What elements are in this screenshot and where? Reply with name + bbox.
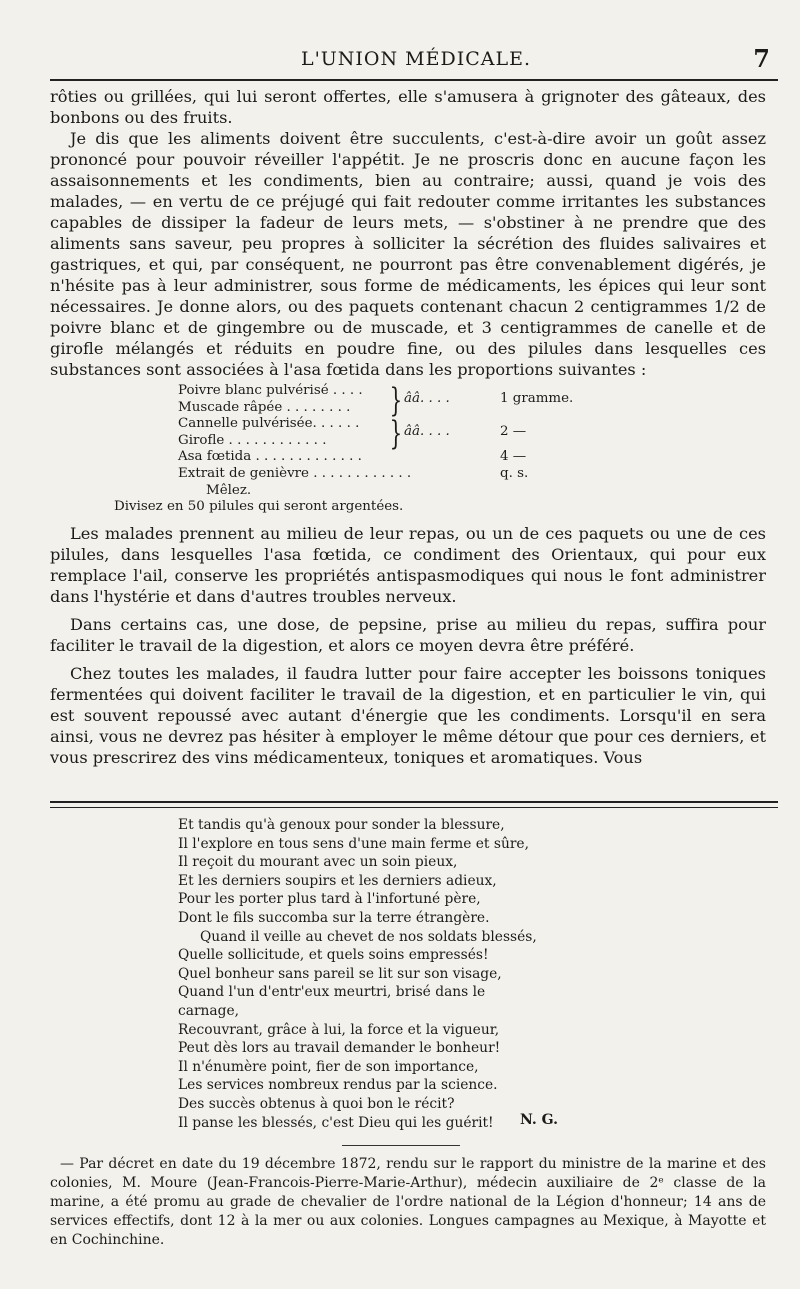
- rx-divisez: Divisez en 50 pilules qui seront argentées.: [114, 499, 404, 515]
- rx-ana: ââ. . . .: [404, 424, 450, 440]
- paragraph-4: Dans certains cas, une dose, de pepsine, prise au milieu du repas, suffira pour faciliter le travail de la digestion, et alors ce moyen devra être préféré.: [50, 614, 766, 655]
- paragraph-5: Chez toutes les malades, il faudra lutter pour faire accepter les boissons toniques fermentées qui doivent faciliter le travail de la digestion, et en particulier le vin, qui est souvent repoussé avec autant d'énergie que les condiments. Lorsqu'il en sera ainsi, vous ne devrez pas hésiter à employer le même détour que pour ces derniers, et vous prescrirez des vins médicamenteux, toniques et aromatiques. Vous: [50, 663, 766, 767]
- header-rule: [50, 79, 778, 81]
- paragraph-3: Les malades prennent au milieu de leur repas, ou un de ces paquets ou une de ces pilules, dans lesquelles l'asa fœtida, ce condiment des Orientaux, qui pour eux remplace l'ail, conserve les propriétés antispasmodiques qui nous le font administrer dans l'hystérie et dans d'autres troubles nerveux.: [50, 523, 766, 606]
- poem-line: Et tandis qu'à genoux pour sonder la blessure,: [178, 817, 505, 833]
- poem-line: Les services nombreux rendus par la science.: [178, 1077, 498, 1094]
- paragraph-1: rôties ou grillées, qui lui seront offertes, elle s'amusera à grignoter des gâteaux, des bonbons ou des fruits.: [50, 87, 766, 127]
- brace-glyph: }: [389, 412, 403, 452]
- poem-line: Quand il veille au chevet de nos soldats blessés,: [200, 928, 537, 945]
- rx-item: Girofle . . . . . . . . . . . .: [178, 432, 327, 448]
- poem-line: Il reçoit du mourant avec un soin pieux,: [178, 854, 458, 871]
- rx-amount: q. s.: [500, 465, 529, 481]
- poem-line: Il l'explore en tous sens d'une main ferme et sûre,: [178, 835, 529, 852]
- poem-line: Il n'énumère point, fier de son importance,: [178, 1058, 479, 1075]
- poem-line: Quand l'un d'entr'eux meurtri, brisé dans le carnage,: [178, 984, 486, 1019]
- poem-line: Quelle sollicitude, et quels soins empressés!: [178, 947, 489, 964]
- rx-item: Muscade râpée . . . . . . . .: [178, 399, 351, 415]
- poem-line: Peut dès lors au travail demander le bonheur!: [178, 1040, 501, 1057]
- rx-ana: ââ. . . .: [404, 391, 450, 407]
- poem-signature: N. G.: [520, 1112, 558, 1128]
- rx-item: Cannelle pulvérisée. . . . . .: [178, 416, 360, 432]
- rx-group-2: [178, 412, 598, 452]
- rx-group-1: [178, 379, 598, 419]
- short-divider: [342, 1145, 460, 1146]
- paragraph-2: Je dis que les aliments doivent être succulents, c'est-à-dire avoir un goût assez prononcé pour pouvoir réveiller l'appétit. Je ne proscris donc en aucune façon les assaisonnements et les condiments, bien au contraire; aussi, quand je vois des malades, — en vertu de ce préjugé qui fait redouter comme irritantes les substances capables de dissiper la fadeur de leurs mets, — s'obstiner à ne prendre que des aliments sans saveur, peu propres à solliciter la sécrétion des fluides salivaires et gastriques, et qui, par conséquent, ne pourront pas être convenablement digérés, je n'hésite pas à leur administrer, sous forme de médicaments, les épices qui leur sont nécessaires. Je donne alors, ou des paquets contenant chacun 2 centigrammes 1/2 de poivre blanc et de gingembre ou de muscade, et 3 centigrammes de canelle et de girofle mélangés et réduits en poudre fine, ou des pilules dans lesquelles ces substances sont associées à l'asa fœtida dans les proportions suivantes :: [50, 129, 766, 379]
- rx-melez: Mêlez.: [206, 482, 252, 498]
- journal-title: L'UNION MÉDICALE.: [300, 48, 532, 70]
- poem-line: Et les derniers soupirs et les derniers adieux,: [178, 872, 497, 889]
- prescription-block: [114, 379, 598, 516]
- poem-line: Dont le fils succomba sur la terre étrangère.: [178, 909, 490, 926]
- rx-asa: [178, 449, 598, 466]
- rx-amount: 4 —: [500, 449, 527, 465]
- poem: [178, 816, 548, 1132]
- rx-item: Asa fœtida . . . . . . . . . . . . .: [178, 449, 362, 465]
- rx-amount: 2 —: [500, 424, 527, 440]
- page-number: 7: [753, 44, 770, 73]
- poem-line: Quel bonheur sans pareil se lit sur son visage,: [178, 965, 502, 982]
- page-header: [50, 44, 782, 74]
- main-article: [50, 86, 766, 768]
- decree-notice: — Par décret en date du 19 décembre 1872, rendu sur le rapport du ministre de la marine et des colonies, M. Moure (Jean-Francois-Pierre-Marie-Arthur), médecin auxiliaire de 2ᵉ classe de la marine, a été promu au grade de chevalier de l'ordre national de la Légion d'honneur; 14 ans de services effectifs, dont 12 à la mer ou aux colonies. Longues campagnes au Mexique, à Mayotte et en Cochinchine.: [50, 1156, 766, 1248]
- rx-item: Poivre blanc pulvérisé . . . .: [178, 383, 363, 398]
- poem-line: Pour les porter plus tard à l'infortuné père,: [178, 891, 481, 908]
- rx-extrait: [178, 466, 598, 483]
- rx-amount: 1 gramme.: [500, 391, 574, 407]
- poem-line: Il panse les blessés, c'est Dieu qui les guérit!: [178, 1114, 494, 1131]
- poem-line: Des succès obtenus à quoi bon le récit?: [178, 1095, 455, 1112]
- section-divider: [50, 801, 778, 808]
- brace-glyph: }: [389, 379, 403, 419]
- poem-line: Recouvrant, grâce à lui, la force et la vigueur,: [178, 1021, 500, 1038]
- rx-item: Extrait de genièvre . . . . . . . . . . . .: [178, 465, 412, 481]
